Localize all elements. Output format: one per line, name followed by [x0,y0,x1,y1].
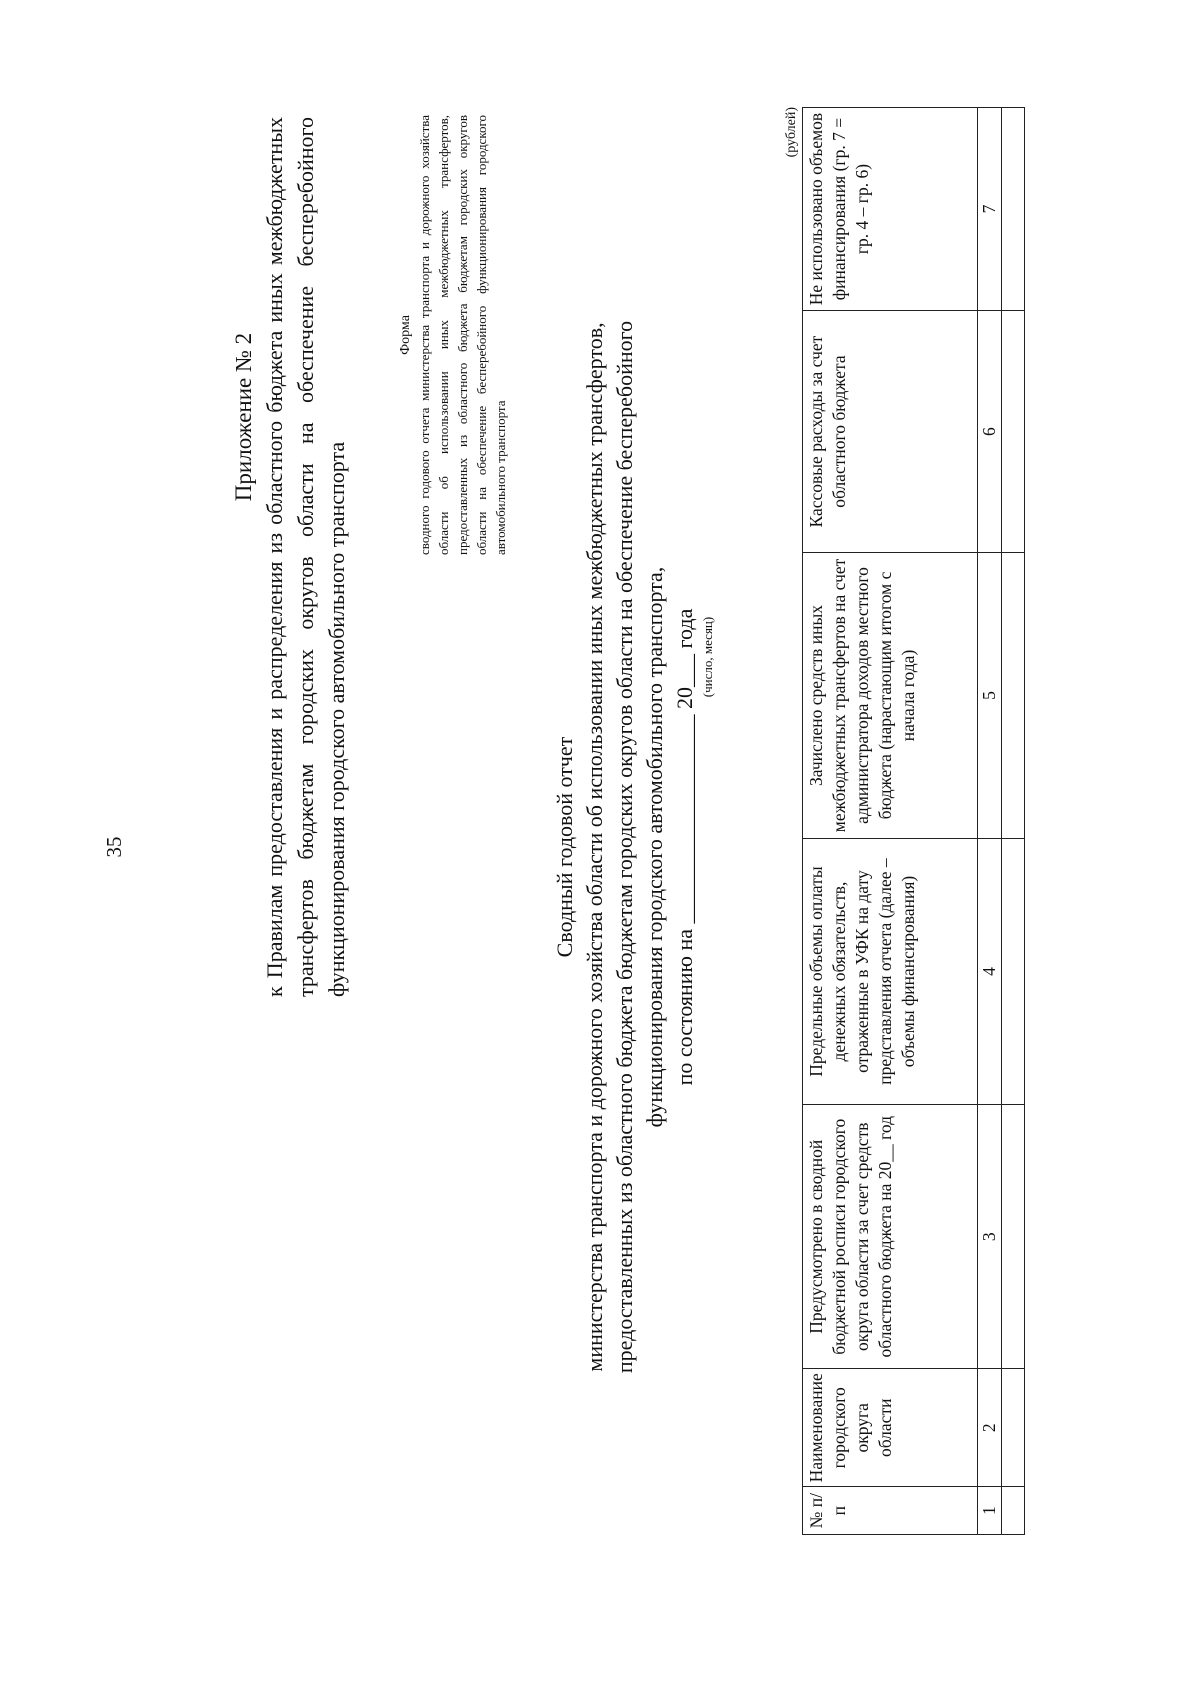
form-title: Форма [398,315,413,355]
report-line-4: по состоянию на ___________________ 20___ года [672,608,697,1086]
form-text: сводного годового отчета министерства транспорта и дорожного хозяйства области об использовании иных межбюджетных трансфертов, предоставленных из областного бюджета бюджетам городских округов области на обеспечение бесперебойного функционирования городского автомобильного транспорта [417,115,508,555]
empty-cell [1002,553,1025,839]
column-number: 4 [978,838,1002,1104]
column-number: 7 [978,108,1002,311]
column-number: 5 [978,553,1002,839]
header-cell-district: Наименование городского округа области [803,1369,978,1487]
unit-label: (рублей) [784,107,799,158]
date-caption: (число, месяц) [700,616,715,698]
header-cell-credited: Зачислено средств иных межбюджетных трансфертов на счет администратора доходов местного бюджета (нарастающим итогом с начала года) [803,553,978,839]
column-number: 6 [978,311,1002,553]
appendix-header [228,117,352,1177]
header-cell-planned: Предусмотрено в сводной бюджетной росписи городского округа области за счет средств областного бюджета на 20__ год [803,1105,978,1369]
table-empty-row [1002,108,1025,1535]
table-header-row [803,108,978,1535]
report-line-3: функционирования городского автомобильного транспорта, [642,566,667,1128]
header-cell-cash-expenses: Кассовые расходы за счет областного бюджета [803,311,978,553]
empty-cell [1002,838,1025,1104]
report-line-2: предоставленных из областного бюджета бюджетам городских округов области на обеспечение бесперебойного [612,320,637,1374]
header-cell-limits: Предельные объемы оплаты денежных обязательств, отраженные в УФК на дату представления отчета (далее – объемы финансирования) [803,838,978,1104]
empty-cell [1002,1105,1025,1369]
report-heading [550,117,716,1577]
report-line-1: министерства транспорта и дорожного хозяйства области об использовании иных межбюджетных трансфертов, [582,322,607,1372]
column-number: 2 [978,1369,1002,1487]
empty-cell [1002,1487,1025,1535]
column-number: 3 [978,1105,1002,1369]
header-cell-number: № п/п [803,1487,978,1535]
form-description [396,115,510,555]
empty-cell [1002,108,1025,311]
report-table [802,107,1025,1535]
column-number: 1 [978,1487,1002,1535]
appendix-title: Приложение № 2 [231,332,256,502]
empty-cell [1002,311,1025,553]
report-title: Сводный годовой отчет [552,736,577,958]
header-cell-unused: Не использовано объемов финансирования (гр. 7 = гр. 4 – гр. 6) [803,108,978,311]
table-column-number-row [978,108,1002,1535]
page-number: 35 [102,836,126,858]
appendix-text: к Правилам предоставления и распределения из областного бюджета иных межбюджетных трансфертов бюджетам городских округов области на обеспечение бесперебойного функционирования городского автомобильного транспорта [262,117,349,997]
empty-cell [1002,1369,1025,1487]
